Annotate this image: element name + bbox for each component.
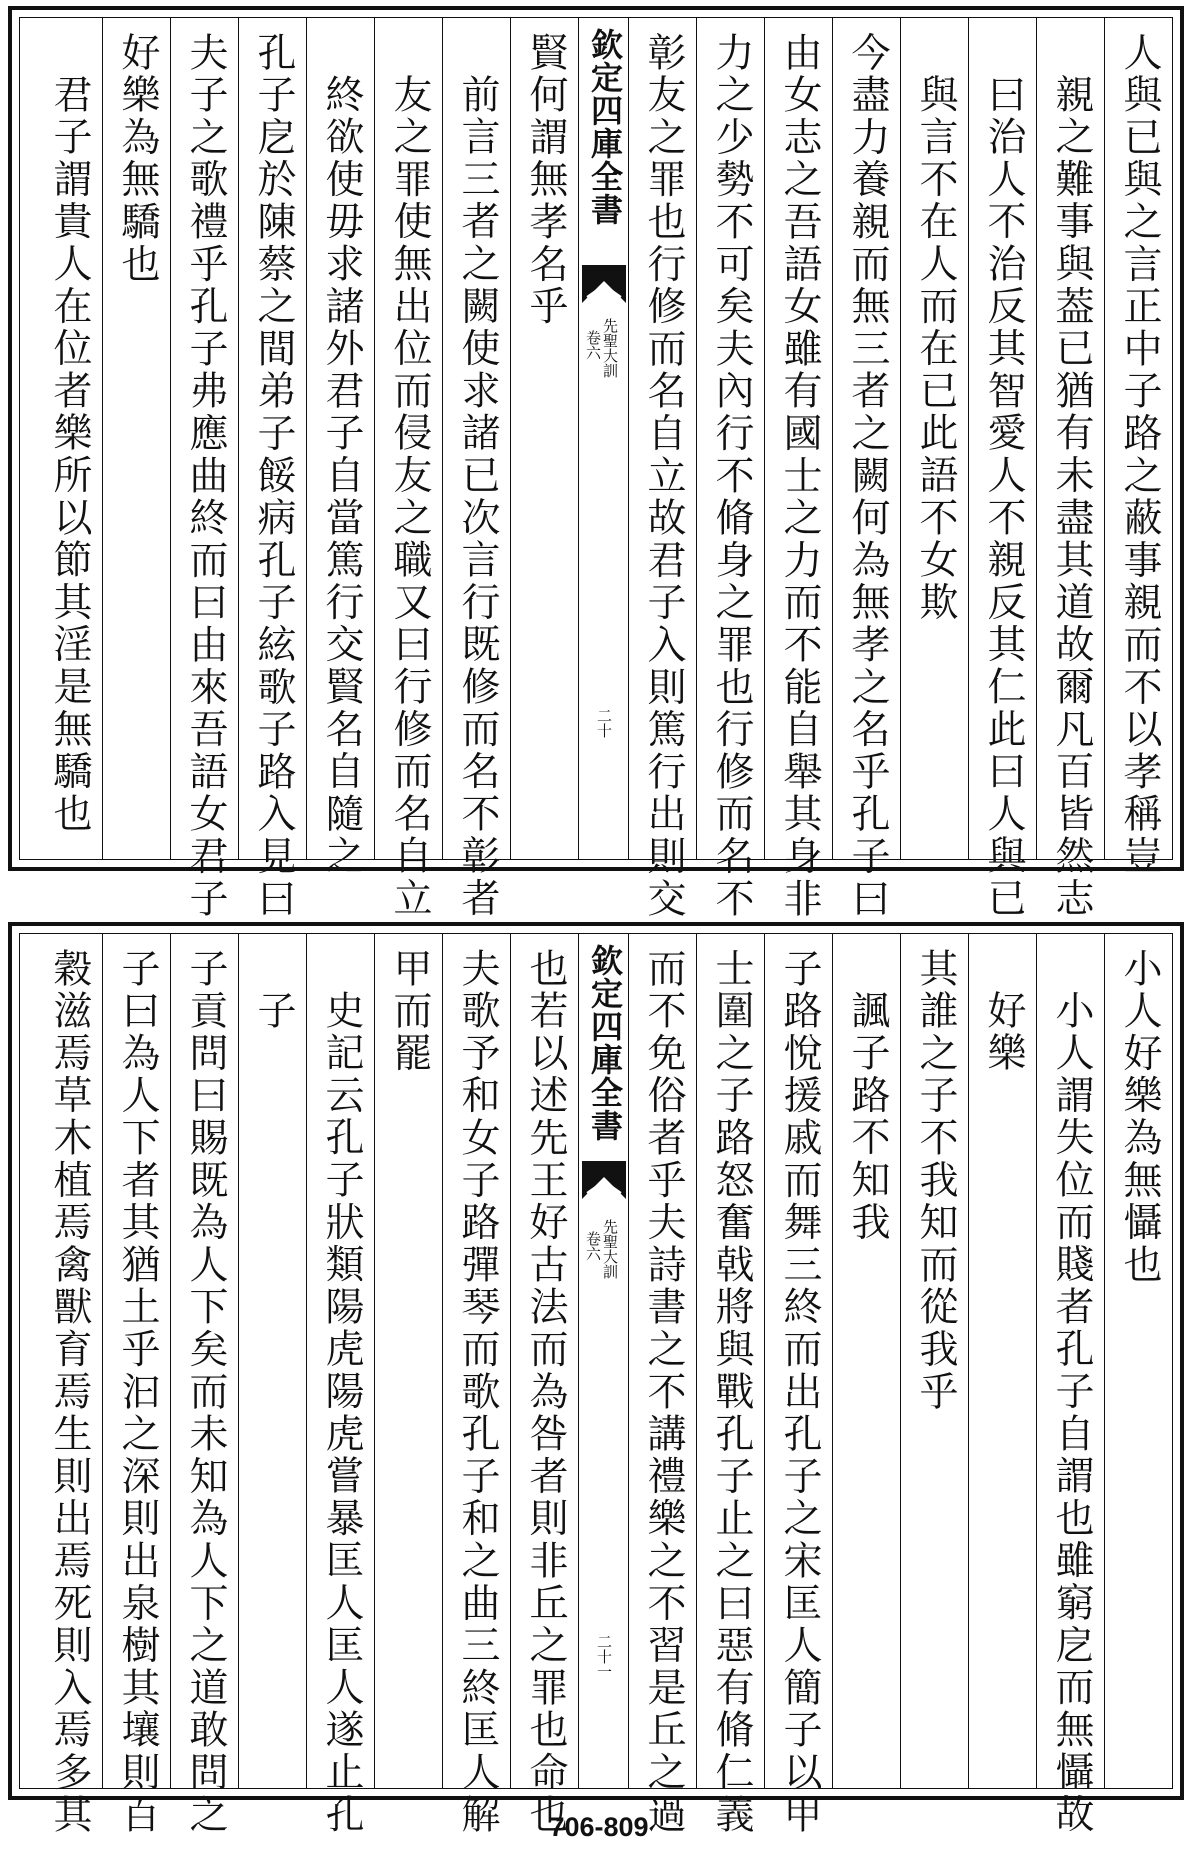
text-column bbox=[696, 18, 764, 921]
column-text: 子路悅援戚而舞三終而出孔子之宋匡人簡子以甲 bbox=[777, 948, 822, 1837]
column-text: 力之少勢不可矣夫內行不脩身之罪也行修而名不 bbox=[709, 32, 754, 921]
column-text: 士圍之子路怒奮戟將與戰孔子止之曰惡有脩仁義 bbox=[709, 948, 754, 1837]
column-text: 人與已與之言正中子路之蔽事親而不以孝稱豈 bbox=[1117, 32, 1162, 878]
text-column bbox=[306, 18, 374, 878]
text-column bbox=[900, 18, 968, 859]
text-column bbox=[102, 18, 170, 859]
column-text: 子 bbox=[251, 990, 296, 1033]
column-text: 終欲使毋求諸外君子自當篤行交賢名自隨之 bbox=[319, 74, 364, 878]
column-text: 子曰為人下者其猶土乎汩之深則出泉樹其壤則百 bbox=[115, 948, 160, 1837]
text-column bbox=[510, 934, 578, 1837]
book-title: 先聖大訓 bbox=[601, 1219, 619, 1279]
text-column bbox=[628, 934, 696, 1837]
column-text: 前言三者之闕使求諸已次言行既修而名不彰者 bbox=[455, 74, 500, 920]
text-column bbox=[34, 18, 102, 859]
text-column bbox=[832, 18, 900, 921]
text-column bbox=[442, 18, 510, 920]
text-column bbox=[374, 934, 442, 1788]
column-text: 今盡力養親而無三者之闕何為無孝之名乎孔子曰 bbox=[845, 32, 890, 921]
text-column bbox=[442, 934, 510, 1837]
text-column bbox=[374, 18, 442, 920]
column-text: 孔子戹於陳蔡之間弟子餒病孔子絃歌子路入見曰 bbox=[251, 32, 296, 921]
column-text: 夫歌予和女子路彈琴而歌孔子和之曲三終匡人解 bbox=[455, 948, 500, 1837]
column-text: 與言不在人而在已此語不女欺 bbox=[913, 74, 958, 624]
text-column bbox=[1104, 934, 1172, 1788]
column-text: 史記云孔子狀類陽虎陽虎嘗暴匡人匡人遂止孔 bbox=[319, 990, 364, 1836]
text-column bbox=[968, 18, 1036, 920]
text-column bbox=[1036, 18, 1104, 920]
text-column bbox=[306, 934, 374, 1836]
column-text: 甲而罷 bbox=[387, 948, 432, 1075]
text-column bbox=[238, 934, 306, 1788]
volume-label: 卷六 bbox=[584, 1231, 602, 1261]
column-text: 由女志之吾語女雖有國士之力而不能自舉其身非 bbox=[777, 32, 822, 921]
column-text: 夫子之歌禮乎孔子弗應曲終而曰由來吾語女君子 bbox=[183, 32, 228, 921]
column-text: 好樂為無驕也 bbox=[115, 32, 160, 286]
column-text: 賢何謂無孝名乎 bbox=[523, 32, 568, 329]
text-column bbox=[764, 18, 832, 921]
column-text: 子貢問曰賜既為人下矣而未知為人下之道敢問之 bbox=[183, 948, 228, 1837]
library-title: 欽定四庫全書 bbox=[586, 944, 624, 1142]
text-column bbox=[764, 934, 832, 1837]
top-page-columns bbox=[20, 18, 1172, 921]
column-text: 也若以述先王好古法而為咎者則非丘之罪也命也 bbox=[523, 948, 568, 1837]
top-page bbox=[8, 6, 1184, 921]
center-fold-column bbox=[578, 18, 628, 859]
text-column bbox=[968, 934, 1036, 1788]
leaf-number: 二十一 bbox=[595, 1634, 613, 1679]
text-column bbox=[102, 934, 170, 1837]
column-text: 曰治人不治反其智愛人不親反其仁此曰人與已 bbox=[981, 74, 1026, 920]
fish-tail-mark-icon bbox=[581, 263, 627, 305]
column-text: 小人好樂為無懾也 bbox=[1117, 948, 1162, 1287]
book-title: 先聖大訓 bbox=[601, 318, 619, 378]
column-text: 小人謂失位而賤者孔子自謂也雖窮戹而無懾故 bbox=[1049, 990, 1094, 1836]
column-text: 彰友之罪也行修而名自立故君子入則篤行出則交 bbox=[641, 32, 686, 921]
page-footer-number: 706-809 bbox=[549, 1812, 649, 1842]
column-text: 其誰之子不我知而從我乎 bbox=[913, 948, 958, 1414]
text-column bbox=[34, 934, 102, 1837]
library-title: 欽定四庫全書 bbox=[586, 28, 624, 226]
text-column bbox=[1104, 18, 1172, 878]
fish-tail-mark-icon bbox=[581, 1159, 627, 1201]
text-column bbox=[170, 934, 238, 1837]
text-column bbox=[1036, 934, 1104, 1836]
column-text: 而不免俗者乎夫詩書之不講禮樂之不習是丘之過 bbox=[641, 948, 686, 1837]
leaf-number: 二十 bbox=[595, 708, 613, 738]
column-text: 親之難事與葢已猶有未盡其道故爾凡百皆然志 bbox=[1049, 74, 1094, 920]
text-column bbox=[170, 18, 238, 921]
volume-label: 卷六 bbox=[584, 330, 602, 360]
text-column bbox=[900, 934, 968, 1788]
top-page-frame bbox=[19, 17, 1173, 921]
text-column bbox=[696, 934, 764, 1837]
text-column bbox=[628, 18, 696, 921]
text-column bbox=[510, 18, 578, 859]
column-text: 好樂 bbox=[981, 990, 1026, 1075]
text-column bbox=[832, 934, 900, 1788]
column-text: 諷子路不知我 bbox=[845, 990, 890, 1244]
column-text: 穀滋焉草木植焉禽獸育焉生則出焉死則入焉多其 bbox=[47, 948, 92, 1837]
column-text: 君子謂貴人在位者樂所以節其淫是無驕也 bbox=[47, 74, 92, 836]
column-text: 友之罪使無出位而侵友之職又曰行修而名自立 bbox=[387, 74, 432, 920]
text-column bbox=[238, 18, 306, 921]
center-fold-column bbox=[578, 934, 628, 1788]
